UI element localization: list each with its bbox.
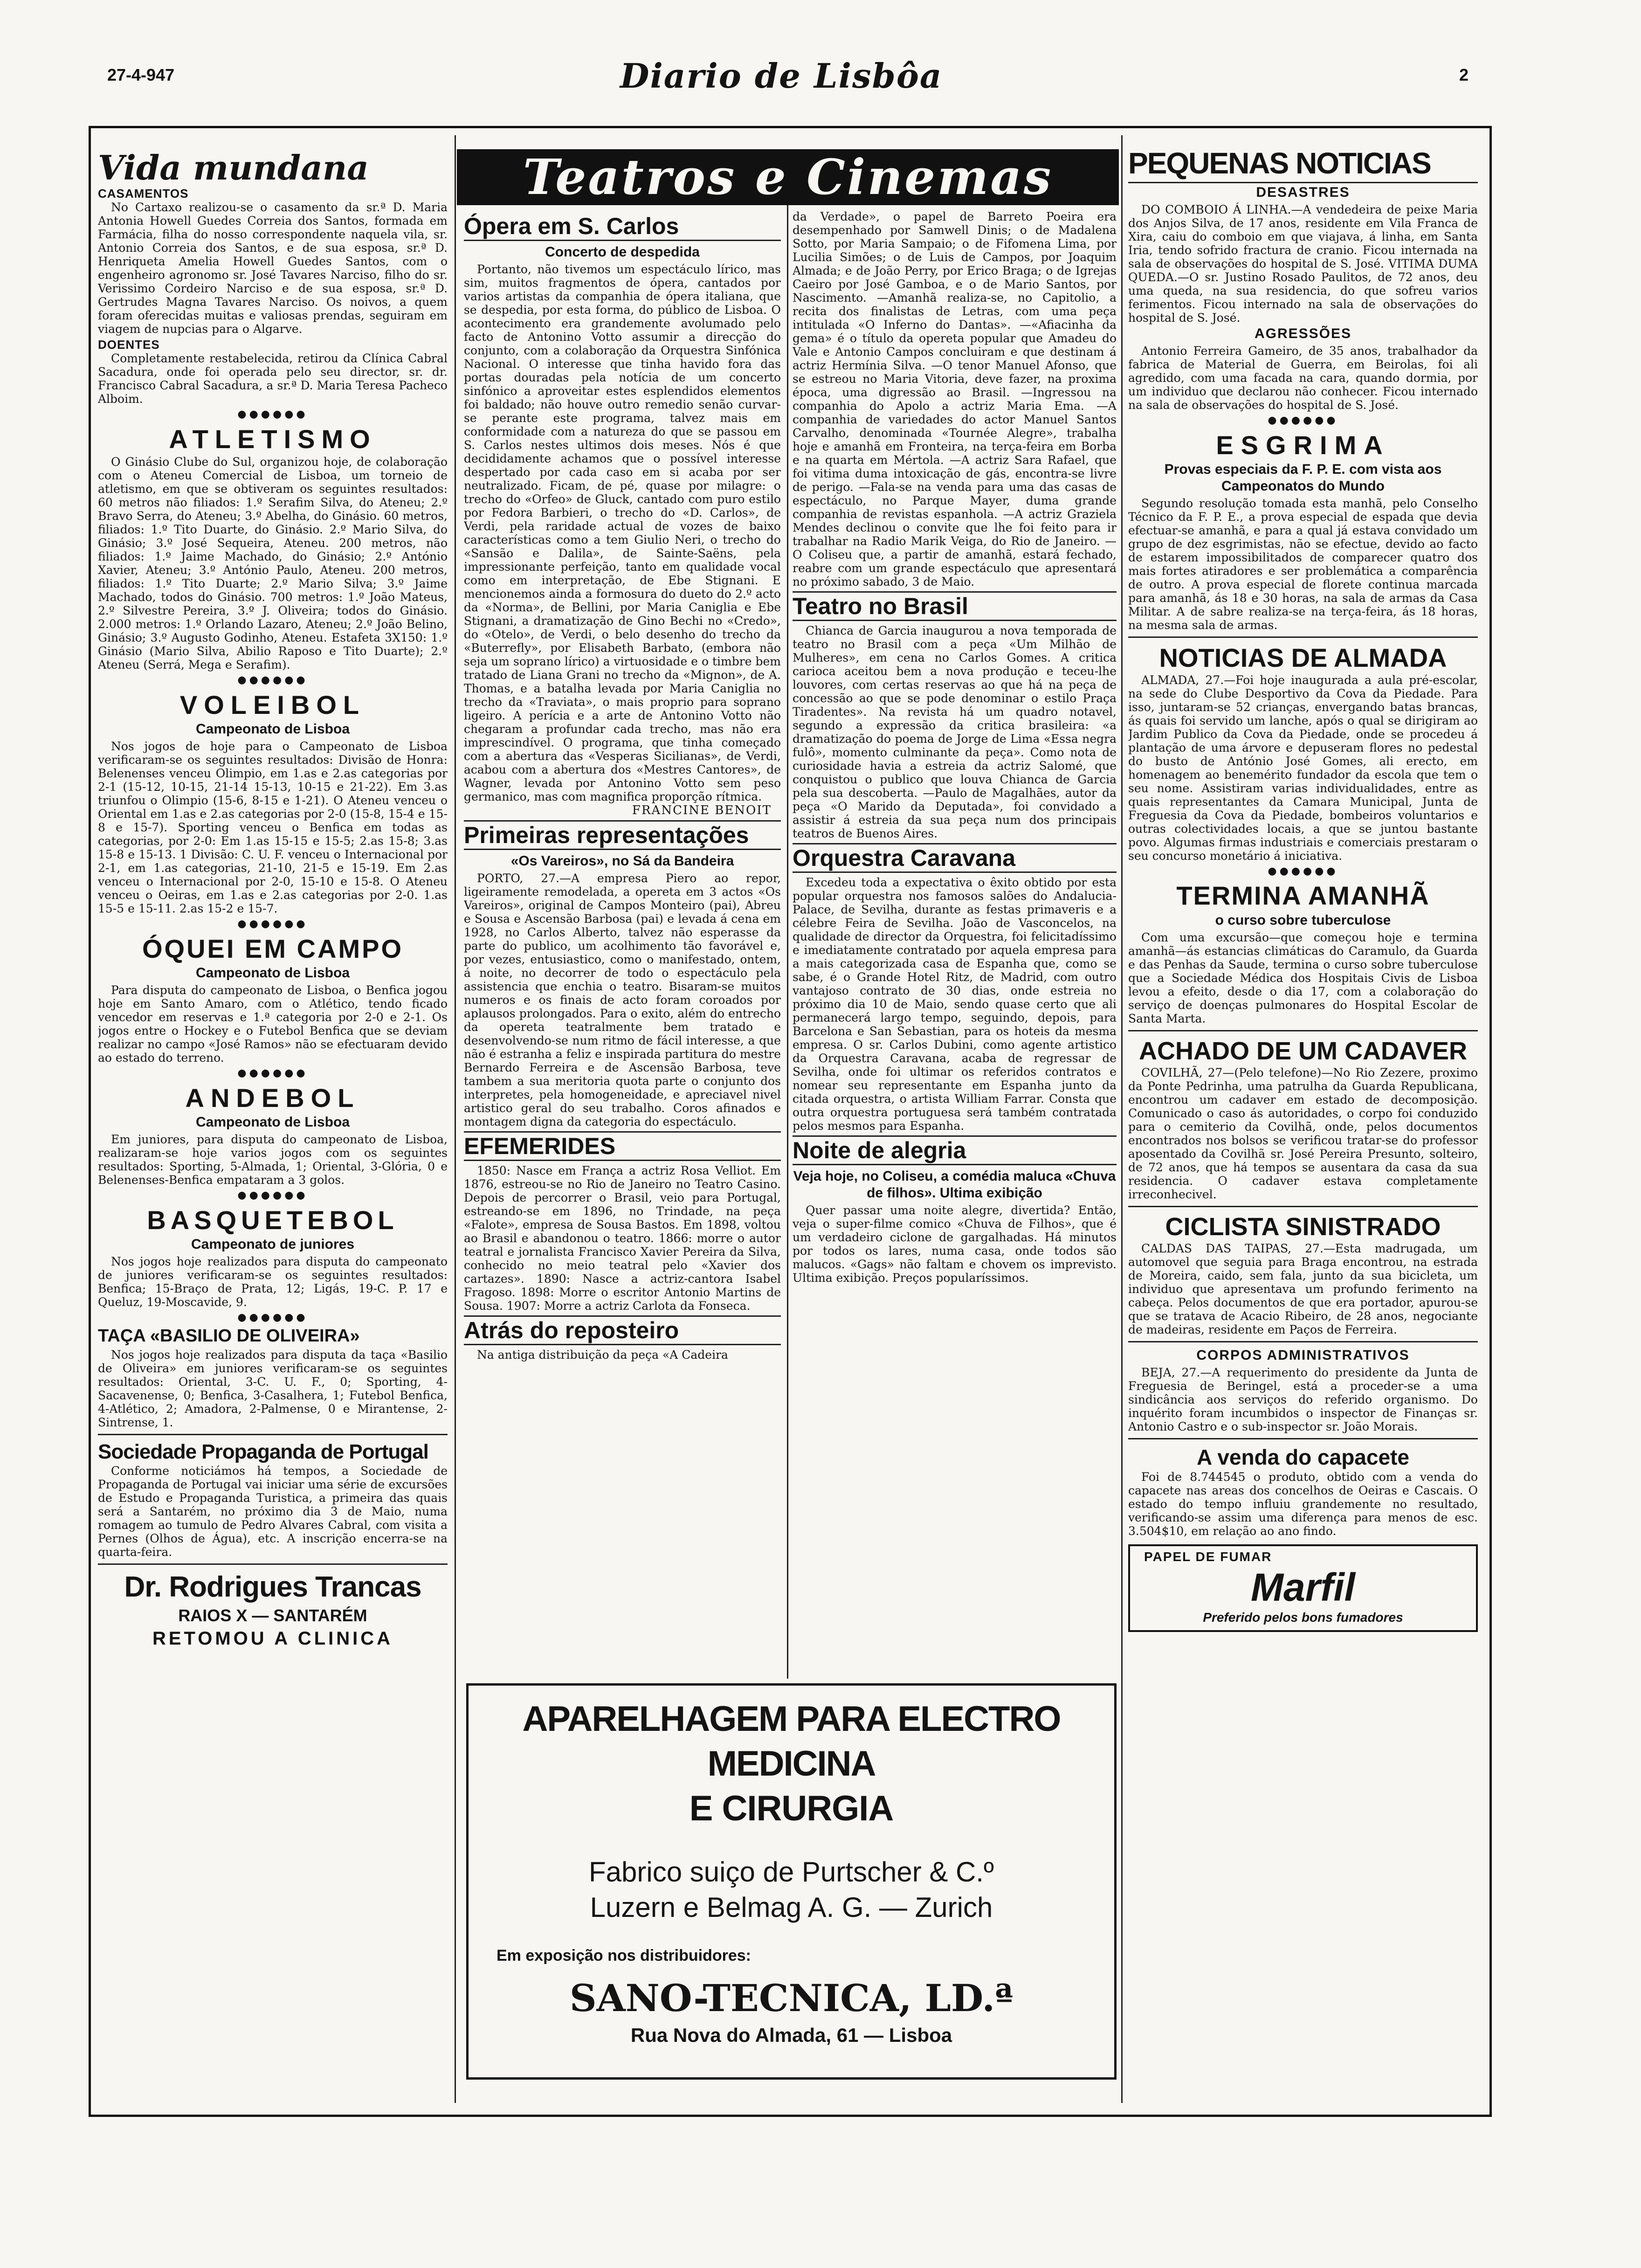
ad-exposicao: Em exposição nos distribuidores: bbox=[496, 1947, 752, 1964]
subtitle-agressoes: AGRESSÕES bbox=[1254, 326, 1352, 341]
text-capacete: Foi de 8.744545 o produto, obtido com a venda do capacete nas areas dos concelhos de Oeiras e Cascais. O estado do tempo influiu grandemente no resultado, verificando-se assim uma diferença para menos de esc. 3.504$10, em relação ao ano findo. bbox=[1128, 1470, 1478, 1538]
text-atras: Na antiga distribuição da peça «A Cadeira bbox=[477, 1348, 728, 1362]
ad-marfil-brand: Marfil bbox=[1250, 1565, 1356, 1609]
section-title-corpos: CORPOS ADMINISTRATIVOS bbox=[1196, 1348, 1410, 1363]
column-teatros-2 bbox=[793, 210, 1117, 1683]
text-oquei: Para disputa do campeonato de Lisboa, o Benfica jogou hoje em Santo Amaro, com o Atlético, tendo ficado vencedor em reservas e 1.ª categoria por 2-0 e 2-1. Os jogos entre o Hockey e o Futebol Benfica que se deviam realizar no campo «José Ramos» não se efectuaram devido ao estado do terreno. bbox=[98, 983, 448, 1065]
text-efemerides: 1850: Nasce em França a actriz Rosa Velliot. Em 1876, estreou-se no Rio de Janeiro no Teatro Casino. Depois de percorrer o Brasil, veio para Portugal, estreando-se em 1896, no Trindade, na peça «Falote», empresa de Sousa Bastos. Em 1898, voltou ao Brasil e abandonou o teatro. 1866: morre o autor teatral e jornalista Francisco Xavier Pereira da Silva, conhecido no meio teatral pelo «Xavier dos cartazes». 1890: Nasce a actriz-cantora Isabel Fragoso. 1898: Morre o escritor Antonio Martins de Sousa. 1907: Morre a actriz Carlota da Fonseca. bbox=[464, 1164, 781, 1313]
ad-address: Rua Nova do Almada, 61 — Lisboa bbox=[630, 2024, 952, 2046]
text-agressoes: Antonio Ferreira Gameiro, de 35 anos, trabalhador da fabrica de Material de Guerra, em Beirolas, foi ali agredido, com uma facada na cara, quando dormia, por um individuo que declarou não conhecer. Ficou internado na sala de observações do hospital de S. José. bbox=[1128, 344, 1478, 412]
subtitle-andebol: Campeonato de Lisboa bbox=[195, 1114, 350, 1130]
divider: ●●●●●● bbox=[237, 1312, 308, 1323]
divider bbox=[1128, 1341, 1478, 1342]
subtitle-termina: o curso sobre tuberculose bbox=[1215, 913, 1391, 928]
subtitle-concerto: Concerto de despedida bbox=[545, 244, 700, 260]
section-title-atletismo: ATLETISMO bbox=[169, 424, 377, 454]
text-termina: Com uma excursão—que começou hoje e termina amanhã—ás estancias climáticas do Caramulo, da Guarda e das Penhas da Saude, termina o curso sobre tuberculose que a Sociedade Médica dos Hospitais Civis de Lisboa levou a efeito, desde o dia 17, com a colaboração do serviço de doenças pulmonares do Hospital Escolar de Santa Marta. bbox=[1128, 931, 1478, 1025]
subtitle-noite: Veja hoje, no Coliseu, a comédia maluca «Chuva de filhos». Ultima exibição bbox=[793, 1169, 1116, 1201]
section-title-orquestra: Orquestra Caravana bbox=[793, 843, 1117, 873]
subtitle-desastres: DESASTRES bbox=[1256, 185, 1350, 200]
section-title-vida-mundana: Vida mundana bbox=[98, 148, 369, 187]
byline-francine-benoit: FRANCINE BENOIT bbox=[632, 803, 772, 817]
section-title-taca: TAÇA «BASILIO DE OLIVEIRA» bbox=[98, 1326, 360, 1346]
text-teatros-continuacao: da Verdade», o papel de Barreto Poeira era desempenhado por Samwell Dinis; o de Madalena Sotto, por Maria Sampaio; o de Fifomena Lima, por Lucilia Simões; o de Luis de Campos, por Joaquim Almada; e de João Perry, por Erico Braga; o de Igrejas Caeiro por José Gamboa, e o de Mario Santos, por Nascimento. —Amanhã realiza-se, no Capitolio, a recita dos finalistas de Letras, com uma peça intitulada «O Inferno do Dantas». —«Afiacinha da gema» é o título da opereta popular que Amadeu do Vale e Antonio Campos concluiram e que destinam á actriz Hermínia Silva. —O tenor Manuel Afonso, que se estreou no Maria Vitoria, deve fazer, na proxima época, uma digressão ao Brasil. —Ingressou na companhia do Apolo a actriz Maria Ema. —A companhia de variedades do actor Manuel Santos Carvalho, denominada «Tournée Alegre», trabalha hoje e amanhã em Fronteira, na terça-feira em Borba e na quarta em Mértola. —A actriz Sara Rafael, que foi vitima duma intoxicação de gás, encontra-se livre de perigo. —Fala-se na venda para uma das casas de espectáculo, no Parque Mayer, duma grande companhia de revistas espanhola. —A actriz Graziela Mendes declinou o convite que lhe foi feito para ir trabalhar na Radio Marik Veiga, do Rio de Janeiro. —O Coliseu que, a partir de amanhã, estará fechado, reabre com um grande espectáculo que apresentará no próximo sabado, 3 de Maio. bbox=[793, 210, 1117, 588]
divider: ●●●●●● bbox=[1268, 415, 1338, 426]
ad-marfil-slogan: Preferido pelos bons fumadores bbox=[1203, 1610, 1403, 1625]
column-pequenas-noticias bbox=[1128, 145, 1478, 1944]
label-doentes: DOENTES bbox=[98, 338, 160, 352]
divider bbox=[98, 1563, 448, 1565]
text-esgrima: Segundo resolução tomada esta manhã, pelo Conselho Técnico da F. P. E., a prova especial de espada que devia efectuar-se amanhã, e para a qual já estava convidado um grupo de dez esgrimistas, não se efectue, devido ao facto de estarem impossibilitados de comparecer quatro dos mais fortes atiradores e ser problemática a comparência de outro. A prova especial de florete continua marcada para amanhã, ás 18 e 30 horas, na sala de armas da Casa Militar. A de sabre realiza-se na terça-feira, ás 18 horas, na mesma sala de armas. bbox=[1128, 497, 1478, 632]
ad-fabrico: Fabrico suiço de Purtscher & C.º bbox=[589, 1856, 994, 1888]
text-voleibol: Nos jogos de hoje para o Campeonato de Lisboa verificaram-se os seguintes resultados: Divisão de Honra: Belenenses venceu Olimpio, em 1.as e 2.as categorias por 2-1 (15-12, 10-15, 21-14 15-13, 10-15 e 21-22). Em 3.as triunfou o Olimpio (15-6, 8-15 e 1-21). O Ateneu venceu o Oriental em 1.as e 2.as categorias por 2-0 (15-8, 15-4 e 15-8 e 15-7). Sporting venceu o Benfica em todas as categorias, por 2-0: Em 1.as 15-15 e 15-5; 2.as 15-8; 3.as 15-8 e 15-13. 1 Divisão: C. U. F. venceu o Internacional por 2-1, em 1.as categorias, 21-10, 21-5 e 15-19. Em 2.as venceu o Internacional por 2-0, 15-10 e 15-8. O Ateneu venceu o Oeiras, em 1.as e 2.as categorias por 2-0. 1.as 15-5 e 15-11. 2.as 15-2 e 15-7. bbox=[98, 740, 448, 915]
section-title-pequenas: PEQUENAS NOTICIAS bbox=[1128, 145, 1478, 183]
label-casamentos: CASAMENTOS bbox=[98, 187, 189, 201]
ad-retomou: RETOMOU A CLINICA bbox=[152, 1628, 393, 1649]
divider bbox=[1128, 1438, 1478, 1439]
issue-date: 27-4-947 bbox=[107, 65, 175, 84]
text-casamentos: No Cartaxo realizou-se o casamento da sr.ª D. Maria Antonia Howell Guedes Correia dos Santos, formada em Farmácia, filha do nosso correspondente naquela vila, sr. Antonio Correia dos Santos, e de sua esposa, sr.ª D. Henriqueta Amelia Howell Guedes Santos, com o engenheiro agronomo sr. José Tavares Narciso, filho do sr. Verissimo Cordeiro Narciso e de sua esposa, sr.ª D. Gertrudes Magna Tavares Narciso. Os noivos, a quem foram oferecidas muitas e valiosas prendas, seguiram em viagem de nupcias para o Algarve. bbox=[98, 201, 448, 336]
text-almada: ALMADA, 27.—Foi hoje inaugurada a aula pré-escolar, na sede do Clube Desportivo da Cova da Piedade. Para isso, juntaram-se 52 crianças, envergando batas brancas, ás quais foi servido um lanche, após o qual se dirigiram ao Jardim Publico da Cova da Piedade, onde se procedeu á plantação de uma árvore e depuseram flores no pedestal do busto de António José Gomes, ali erecto, em homenagem ao benemérito fundador da escola que tem o seu nome. Assistiram varias individualidades, entre as quais representantes da Camara Municipal, Junta de Freguesia da Cova da Piedade, bombeiros voluntarios e outras colectividades locais, a que se juntou bastante povo. Algumas firmas industriais e comerciais prestaram o seu concurso monetário á iniciativa. bbox=[1128, 673, 1478, 863]
column-vida-mundana bbox=[98, 145, 448, 2103]
subtitle-basquetebol: Campeonato de juniores bbox=[191, 1237, 355, 1252]
section-title-opera: Ópera em S. Carlos bbox=[464, 213, 781, 241]
section-title-voleibol: VOLEIBOL bbox=[179, 690, 366, 719]
section-title-oquei: ÓQUEI EM CAMPO bbox=[142, 934, 404, 963]
subtitle-esgrima: Provas especiais da F. P. E. com vista aos Campeonatos do Mundo bbox=[1164, 462, 1442, 494]
text-concerto: Portanto, não tivemos um espectáculo lírico, mas sim, muitos fragmentos de ópera, cantados por varios artistas da companhia de ópera italiana, que se despedia, por esta forma, do público de Lisboa. O acontecimento era grandemente avolumado pelo facto de Antonino Votto assumir a direcção do conjunto, com a colaboração da Orquestra Sinfónica Nacional. O interesse que tinha havido fora das portas douradas pela notícia de um concerto sinfónico a aproveitar estes esplendidos elementos foi baldado; não houve outro remedio senão curvar-se perante este programa, talvez mais em conformidade com a natureza do que se passou em S. Carlos nestes ultimos dois meses. Nós é que decididamente achamos que o possível interesse despertado por cada caso em si acaba por ser neutralizado. Ficam, de pé, quase por milagre: o trecho do «Orfeo» de Gluck, cantado com puro estilo por Fedora Barbieri, o trecho do «D. Carlos», de Verdi, pela raridade actual de vozes de baixo características como a tem Giulio Neri, o trecho do «Sansão e Dalila», de Sainte-Saëns, pela impressionante perfeição, tanto em qualidade vocal como em interpretação, de Ebe Stignani. E mencionemos ainda a formosura do dueto do 2.º acto da «Norma», de Bellini, por Maria Caniglia e Ebe Stignani, a dramatização de Gino Bechi no «Credo», do «Otelo», de Verdi, o belo desenho do trecho da «Buterrefly», por Elisabeth Barbato, (embora não seja um soprano lírico) a virtuosidade e o timbre bem tratado de Liana Grani no trecho da «Mignon», de A. Thomas, e a batalha levada por Maria Caniglia no trecho da «Traviata», o mais proprio para soprano ligeiro. A perícia e a arte de Antonino Votto não chegaram a profundar cada trecho, mas não era imprescindível. O programa, que tinha começado com a abertura das «Vesperas Sicilianas», de Verdi, acabou com a abertura dos «Mestres Cantores», de Wagner, levada por Antonino Votto sem peso germanico, mas com magnifica proporção rítmica. bbox=[464, 263, 781, 803]
text-vareiros: PORTO, 27.—A empresa Piero ao repor, ligeiramente remodelada, a opereta em 3 actos «Os Vareiros», original de Campos Monteiro (pai), Abreu e Sousa e Ascensão Barbosa (pai) e levada á cena em 1928, no Carlos Alberto, talvez não esperasse da parte do publico, um acolhimento tão favorável e, por vezes, entusiastico, como o manifestado, ontem, á noite, no decorrer de todo o espectáculo pela assistencia que enchia o teatro. Bisaram-se muitos numeros e os finais de acto foram coroados por aplausos prolongados. Para o exito, além do entrecho da opereta teatralmente bem tratado e desenvolvendo-se num ritmo de fácil interesse, a que não é estranha a feliz e inspirada partitura do mestre Bernardo Ferreira e de Ascensão Barbosa, teve tambem a sua meritoria quota parte o conjunto dos interpretes, pela homogeneidade, e apreciavel nivel artistico geral do seu trabalho. Coros afinados e montagem digna da categoria do espectáculo. bbox=[464, 871, 781, 1128]
section-title-almada: NOTICIAS DE ALMADA bbox=[1159, 643, 1447, 672]
text-noite: Quer passar uma noite alegre, divertida? Então, veja o super-filme comico «Chuva de Filhos», que é um verdadeiro ciclone de gargalhadas. Há minutos por todos os lares, numa casa, onde todos são malucos. «Gags» não faltam e chovem os imprevisto. Ultima exibição. Preços popularíssimos. bbox=[793, 1203, 1117, 1285]
divider bbox=[1128, 1030, 1478, 1031]
divider: ●●●●●● bbox=[1268, 865, 1338, 877]
ad-luzern: Luzern e Belmag A. G. — Zurich bbox=[590, 1892, 993, 1923]
divider: ●●●●●● bbox=[237, 918, 308, 930]
section-title-brasil: Teatro no Brasil bbox=[793, 591, 1117, 621]
section-title-primeiras: Primeiras representações bbox=[464, 820, 781, 850]
ad-marfil bbox=[1128, 1544, 1478, 1632]
divider bbox=[1128, 636, 1478, 638]
divider: ●●●●●● bbox=[237, 408, 308, 420]
section-title-achado: ACHADO DE UM CADAVER bbox=[1138, 1037, 1467, 1065]
page-number: 2 bbox=[1459, 65, 1469, 84]
section-title-capacete: A venda do capacete bbox=[1197, 1445, 1409, 1469]
ad-rodrigues-trancas bbox=[98, 1570, 448, 1651]
section-title-basquetebol: BASQUETEBOL bbox=[147, 1205, 399, 1235]
section-title-ciclista: CICLISTA SINISTRADO bbox=[1165, 1213, 1441, 1241]
text-atletismo: O Ginásio Clube do Sul, organizou hoje, de colaboração com o Ateneu Comercial de Lisboa, um torneio de atletismo, em que se obtiveram os seguintes resultados: 60 metros não filiados: 1.º Serafim Silva, do Ateneu; 2.º Bravo Serra, do Ateneu; 3.º Abelha, do Ginásio. 60 metros, filiados: 1.º Tito Duarte, do Ginásio. 2.º Mario Silva, do Ginásio; 3.º José Sequeira, Ateneu. 200 metros, não filiados: 1.º Jaime Machado, do Ginásio; 2.º António Xavier, Ateneu; 3.º António Paulo, Ateneu. 200 metros, filiados: 1.º Tito Duarte; 2.º Mario Silva; 3.º Jaime Machado, todos do Ginásio. 700 metros: 1.º João Mateus, 2.º Silvestre Pereira, 3.º J. Oliveira; todos do Ginásio. 2.000 metros: 1.º Orlando Lazaro, Ateneu; 2.º João Belino, Ginásio; 3.º Augusto Godinho, Ateneu. Estafeta 3X150: 1.º Ginásio (Mario Silva, Abilio Raposo e Tito Duarte); 2.º Ateneu (Serrá, Mega e Serafim). bbox=[98, 455, 448, 671]
ad-marfil-top: PAPEL DE FUMAR bbox=[1144, 1549, 1272, 1564]
section-title-sociedade: Sociedade Propaganda de Portugal bbox=[98, 1440, 428, 1463]
column-rule bbox=[1121, 135, 1123, 2103]
section-title-noite: Noite de alegria bbox=[793, 1135, 1117, 1165]
text-achado: COVILHÃ, 27—(Pelo telefone)—No Rio Zezere, proximo da Ponte Pedrinha, uma patrulha da Guarda Republicana, encontrou um cadaver em estado de decomposição. Comunicado o caso ás autoridades, o corpo foi conduzido para o cemiterio da Covilhã, onde, pelos documentos encontrados nos bolsos se verificou tratar-se do professor aposentado da Covilhã sr. José Pereira Presunto, solteiro, de 72 anos, que há tempos se ausentara da casa da sua residencia. O cadaver estava completamente irreconhecivel. bbox=[1128, 1066, 1478, 1201]
section-title-atras: Atrás do reposteiro bbox=[464, 1315, 781, 1345]
text-ciclista: CALDAS DAS TAIPAS, 27.—Esta madrugada, um automovel que seguia para Braga encontrou, na estrada de Moreira, caido, sem fala, junto da sua bicicleta, um individuo que apresentava um profundo ferimento na cabeça. Pelos documentos de que era portador, apurou-se que se tratava de Acacio Ribeiro, de 28 anos, negociante de madeiras, residente em Paços de Ferreira. bbox=[1128, 1242, 1478, 1336]
text-doentes: Completamente restabelecida, retirou da Clínica Cabral Sacadura, onde foi operada pelo seu director, sr. dr. Francisco Cabral Sacadura, a sr.ª D. Maria Teresa Pacheco Alboim. bbox=[98, 352, 448, 406]
column-rule bbox=[455, 135, 456, 2103]
subtitle-oquei: Campeonato de Lisboa bbox=[195, 965, 350, 981]
divider: ●●●●●● bbox=[237, 674, 308, 686]
masthead: Diario de Lisbôa bbox=[620, 56, 943, 96]
divider: ●●●●●● bbox=[237, 1067, 308, 1079]
divider bbox=[1128, 1206, 1478, 1207]
ad-doctor-name: Dr. Rodrigues Trancas bbox=[124, 1571, 421, 1603]
text-andebol: Em juniores, para disputa do campeonato de Lisboa, realizaram-se hoje varios jogos com os seguintes resultados: Sporting, 5-Almada, 1; Oriental, 3-Glória, 0 e Belenenses-Benfica empataram a 3 golos. bbox=[98, 1133, 448, 1187]
text-basquetebol: Nos jogos hoje realizados para disputa do campeonato de juniores verificaram-se os seguintes resultados: Benfica; 15-Braço de Prata, 12; Ligás, 19-C. P. 17 e Queluz, 19-Moscavide, 9. bbox=[98, 1255, 448, 1309]
banner-teatros-cinemas: Teatros e Cinemas bbox=[457, 149, 1119, 205]
text-orquestra: Excedeu toda a expectativa o êxito obtido por esta popular orquestra nos famosos salões do Andalucia-Palace, de Sevilha, durante as festas primaveris e a célebre Feira de Sevilha. João de Vasconcelos, na qualidade de director da Orquestra, foi felicitadíssimo e imediatamente contratado por aquela empresa para a mais categorizada casa de Espanha que, como se sabe, é o Grande Hotel Ritz, de Madrid, com outro vantajoso contrato de 30 dias, onde estreia no próximo dia 10 de Maio, sendo quase certo que ali permanecerá largo tempo, seguindo, depois, para Barcelona e San Sebastian, para os hoteis da mesma empresa. O sr. Carlos Dubini, como agente artistico da Orquestra Caravana, acaba de regressar de Sevilha, onde foi ultimar os referidos contratos e nomear seu representante em Espanha junto da citada orquestra, o artista William Farrar. Consta que outra orquestra portuguesa será também contratada pelos mesmos para Espanha. bbox=[793, 876, 1117, 1133]
text-sociedade: Conforme noticiámos há tempos, a Sociedade de Propaganda de Portugal vai iniciar uma série de excursões de Estudo e Propaganda Turistica, a primeira das quais será a Santarém, no próximo dia 3 de Maio, numa romagem ao tumulo de Pedro Alvares Cabral, com visita a Pernes (Olhos de Água), etc. A inscrição encerra-se na quarta-feira. bbox=[98, 1464, 448, 1559]
section-title-termina: TERMINA AMANHÃ bbox=[1176, 881, 1430, 910]
section-title-andebol: ANDEBOL bbox=[185, 1083, 360, 1113]
subtitle-vareiros: «Os Vareiros», no Sá da Bandeira bbox=[510, 853, 734, 869]
text-brasil: Chianca de Garcia inaugurou a nova temporada de teatro no Brasil com a peça «Um Milhão de Mulheres», em cena no Carlos Gomes. A critica carioca aceitou bem a nova produção e teceu-lhe louvores, com certas reservas ao que há na peça de concessão ao que se pode denominar o estilo Praça Tiradentes». Na revista há um quadro notavel, segundo a expressão da critica brasileira: «a dramatização do poema de Jorge de Lima «Essa negra fulô», momento culminante da peça». Como nota de curiosidade havia a estreia da actriz Salomé, que conquistou o publico que louva Chianca de Garcia pela sua descoberta. —Paulo de Magalhães, autor da peça «O Marido da Deputada», foi convidado a assistir á estreia da sua peça num dos principais teatros de Buenos Aires. bbox=[793, 624, 1117, 840]
ad-aparelhagem bbox=[466, 1683, 1117, 2080]
column-rule bbox=[787, 154, 788, 1679]
divider: ●●●●●● bbox=[237, 1189, 308, 1201]
section-title-esgrima: ESGRIMA bbox=[1216, 430, 1390, 460]
text-corpos: BEJA, 27.—A requerimento do presidente da Junta de Freguesia de Beringel, está a proceder-se a uma sindicância aos serviços do referido organismo. Do inquérito foram incumbidos o inspector de Finanças sr. Antonio Castro e o sub-inspector sr. João Morais. bbox=[1128, 1366, 1478, 1433]
ad-sano-tecnica: SANO-TECNICA, LD.ª bbox=[569, 1976, 1014, 2020]
ad-location: RAIOS X — SANTARÉM bbox=[178, 1606, 367, 1625]
text-taca: Nos jogos hoje realizados para disputa da taça «Basilio de Oliveira» em juniores verificaram-se os seguintes resultados: Oriental, 3-C. U. F., 0; Sporting, 4-Sacavenense, 0; Benfica, 3-Casalhera, 1; Futebol Benfica, 4-Atlético, 2; Amadora, 2-Palmense, 0 e Mirantense, 2-Sintrense, 1. bbox=[98, 1348, 448, 1429]
ad-headline-1: APARELHAGEM PARA ELECTRO MEDICINA bbox=[522, 1699, 1061, 1784]
ad-headline-2: E CIRURGIA bbox=[689, 1789, 894, 1828]
subtitle-voleibol: Campeonato de Lisboa bbox=[195, 721, 350, 737]
section-title-efemerides: EFEMERIDES bbox=[464, 1131, 781, 1161]
column-teatros-1 bbox=[464, 210, 781, 1683]
text-desastres: DO COMBOIO Á LINHA.—A vendedeira de peixe Maria dos Anjos Silva, de 17 anos, residente em Vila Franca de Xira, caiu do comboio em que viajava, á linha, em Santa Iria, tendo sofrido fractura de cranio. Ficou internada na sala de observações do hospital de S. José. VITIMA DUMA QUEDA.—O sr. Justino Rosado Paulitos, de 72 anos, deu uma queda, na sua residencia, do que sofreu varios ferimentos. Ficou internado na sala de observações do hospital de S. José. bbox=[1128, 203, 1478, 325]
divider bbox=[98, 1434, 448, 1435]
